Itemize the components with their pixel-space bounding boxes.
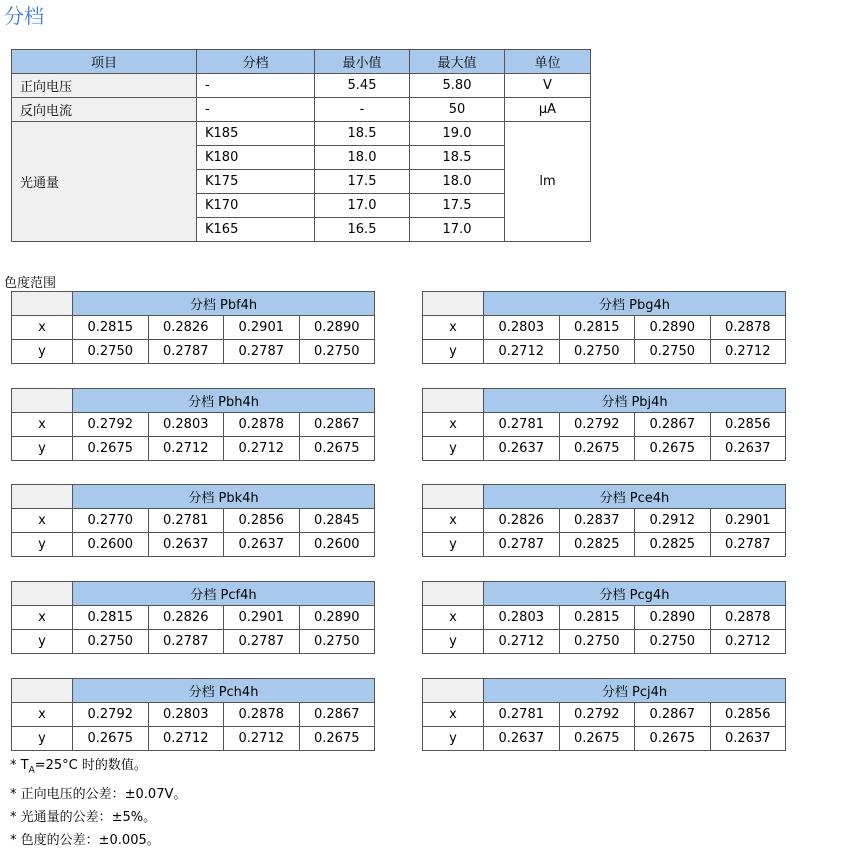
chroma-value-x: 0.2826 — [148, 316, 224, 340]
row-min: 17.5 — [315, 170, 410, 194]
chroma-corner — [423, 389, 484, 413]
chroma-table — [422, 388, 786, 461]
row-max: 18.0 — [410, 170, 505, 194]
row-max: 19.0 — [410, 122, 505, 146]
bin-table — [11, 49, 591, 242]
page-title: 分档 — [4, 4, 44, 28]
table-row — [423, 437, 786, 461]
chroma-value-x: 0.2815 — [73, 606, 149, 630]
chroma-value-x: 0.2803 — [148, 703, 224, 727]
chroma-value-y: 0.2712 — [224, 727, 300, 751]
chroma-corner — [423, 679, 484, 703]
table-row — [12, 606, 375, 630]
table-row — [423, 316, 786, 340]
chroma-value-x: 0.2856 — [710, 413, 786, 437]
chroma-value-x: 0.2890 — [635, 606, 711, 630]
table-row — [12, 122, 591, 146]
axis-label-y: y — [423, 340, 484, 364]
axis-label-y: y — [423, 630, 484, 654]
chroma-corner — [12, 485, 73, 509]
row-min: 18.0 — [315, 146, 410, 170]
chroma-value-y: 0.2750 — [635, 340, 711, 364]
chroma-value-y: 0.2825 — [559, 533, 635, 557]
chroma-value-x: 0.2890 — [299, 606, 375, 630]
chroma-value-y: 0.2712 — [224, 437, 300, 461]
table-row — [423, 703, 786, 727]
chroma-value-x: 0.2912 — [635, 509, 711, 533]
header-min: 最小值 — [315, 50, 410, 74]
chroma-value-y: 0.2787 — [484, 533, 560, 557]
row-bin: K185 — [197, 122, 315, 146]
chroma-value-y: 0.2675 — [73, 727, 149, 751]
note-chroma-tolerance: * 色度的公差：±0.005。 — [10, 832, 160, 848]
table-row — [12, 340, 375, 364]
header-item: 项目 — [12, 50, 197, 74]
table-row — [12, 533, 375, 557]
chroma-value-x: 0.2826 — [148, 606, 224, 630]
chroma-table — [422, 291, 786, 364]
chroma-value-y: 0.2787 — [148, 630, 224, 654]
row-item: 光通量 — [12, 122, 197, 242]
row-min: - — [315, 98, 410, 122]
chroma-header-row — [12, 485, 375, 509]
chroma-value-x: 0.2792 — [73, 703, 149, 727]
chroma-section-title: 色度范围 — [4, 276, 57, 291]
axis-label-x: x — [423, 509, 484, 533]
axis-label-x: x — [12, 509, 73, 533]
chroma-value-x: 0.2792 — [559, 703, 635, 727]
chroma-bin-title: 分档 Pbg4h — [484, 292, 786, 316]
axis-label-x: x — [12, 606, 73, 630]
table-row — [423, 533, 786, 557]
chroma-value-x: 0.2815 — [559, 606, 635, 630]
chroma-value-y: 0.2712 — [484, 340, 560, 364]
chroma-header-row — [12, 389, 375, 413]
table-row — [423, 606, 786, 630]
chroma-value-y: 0.2637 — [710, 727, 786, 751]
chroma-value-y: 0.2675 — [559, 437, 635, 461]
axis-label-y: y — [423, 437, 484, 461]
chroma-value-x: 0.2890 — [299, 316, 375, 340]
row-bin: - — [197, 74, 315, 98]
axis-label-y: y — [12, 533, 73, 557]
chroma-value-y: 0.2750 — [73, 630, 149, 654]
chroma-header-row — [12, 582, 375, 606]
chroma-value-y: 0.2712 — [148, 437, 224, 461]
chroma-table — [422, 678, 786, 751]
table-row — [423, 413, 786, 437]
header-max: 最大值 — [410, 50, 505, 74]
chroma-value-x: 0.2826 — [484, 509, 560, 533]
chroma-value-x: 0.2815 — [559, 316, 635, 340]
row-bin: - — [197, 98, 315, 122]
chroma-value-y: 0.2750 — [299, 630, 375, 654]
chroma-header-row — [423, 292, 786, 316]
row-max: 50 — [410, 98, 505, 122]
chroma-value-x: 0.2878 — [224, 413, 300, 437]
chroma-value-y: 0.2750 — [299, 340, 375, 364]
chroma-bin-title: 分档 Pcg4h — [484, 582, 786, 606]
row-unit: μA — [505, 98, 591, 122]
chroma-table — [11, 291, 375, 364]
row-item: 正向电压 — [12, 74, 197, 98]
chroma-value-y: 0.2637 — [710, 437, 786, 461]
chroma-value-x: 0.2901 — [710, 509, 786, 533]
chroma-corner — [12, 679, 73, 703]
chroma-bin-title: 分档 Pbj4h — [484, 389, 786, 413]
chroma-value-x: 0.2901 — [224, 316, 300, 340]
chroma-value-y: 0.2787 — [710, 533, 786, 557]
table-row — [12, 703, 375, 727]
chroma-bin-title: 分档 Pbh4h — [73, 389, 375, 413]
note-flux-tolerance: * 光通量的公差：±5%。 — [10, 809, 157, 825]
chroma-value-y: 0.2675 — [635, 437, 711, 461]
chroma-value-y: 0.2675 — [73, 437, 149, 461]
table-row — [423, 630, 786, 654]
chroma-value-x: 0.2837 — [559, 509, 635, 533]
table-row — [12, 727, 375, 751]
chroma-value-y: 0.2712 — [148, 727, 224, 751]
axis-label-x: x — [12, 316, 73, 340]
chroma-header-row — [423, 485, 786, 509]
header-bin: 分档 — [197, 50, 315, 74]
chroma-value-y: 0.2787 — [148, 340, 224, 364]
chroma-corner — [12, 292, 73, 316]
row-bin: K180 — [197, 146, 315, 170]
chroma-header-row — [12, 292, 375, 316]
axis-label-x: x — [12, 413, 73, 437]
chroma-value-x: 0.2792 — [559, 413, 635, 437]
chroma-value-y: 0.2675 — [299, 437, 375, 461]
chroma-value-y: 0.2712 — [710, 340, 786, 364]
chroma-value-x: 0.2901 — [224, 606, 300, 630]
row-min: 18.5 — [315, 122, 410, 146]
chroma-value-x: 0.2867 — [299, 703, 375, 727]
chroma-value-y: 0.2600 — [299, 533, 375, 557]
axis-label-y: y — [423, 533, 484, 557]
chroma-value-x: 0.2845 — [299, 509, 375, 533]
axis-label-y: y — [12, 437, 73, 461]
chroma-value-y: 0.2637 — [148, 533, 224, 557]
chroma-value-x: 0.2815 — [73, 316, 149, 340]
row-min: 5.45 — [315, 74, 410, 98]
chroma-header-row — [12, 679, 375, 703]
chroma-value-y: 0.2750 — [73, 340, 149, 364]
chroma-value-x: 0.2792 — [73, 413, 149, 437]
chroma-value-x: 0.2878 — [710, 316, 786, 340]
chroma-table — [11, 388, 375, 461]
chroma-value-y: 0.2637 — [224, 533, 300, 557]
chroma-value-x: 0.2781 — [484, 413, 560, 437]
table-row — [423, 340, 786, 364]
header-unit: 单位 — [505, 50, 591, 74]
chroma-corner — [423, 582, 484, 606]
chroma-bin-title: 分档 Pbf4h — [73, 292, 375, 316]
chroma-value-y: 0.2750 — [559, 340, 635, 364]
chroma-value-x: 0.2867 — [635, 413, 711, 437]
table-row — [12, 74, 591, 98]
row-bin: K170 — [197, 194, 315, 218]
chroma-corner — [423, 485, 484, 509]
table-row — [12, 316, 375, 340]
row-min: 16.5 — [315, 218, 410, 242]
axis-label-y: y — [12, 727, 73, 751]
table-row — [12, 509, 375, 533]
row-max: 5.80 — [410, 74, 505, 98]
chroma-value-y: 0.2750 — [559, 630, 635, 654]
chroma-bin-title: 分档 Pcf4h — [73, 582, 375, 606]
chroma-value-x: 0.2878 — [710, 606, 786, 630]
chroma-value-y: 0.2675 — [635, 727, 711, 751]
table-row — [12, 413, 375, 437]
chroma-bin-title: 分档 Pcj4h — [484, 679, 786, 703]
chroma-table — [422, 581, 786, 654]
chroma-corner — [12, 389, 73, 413]
chroma-bin-title: 分档 Pce4h — [484, 485, 786, 509]
chroma-value-x: 0.2890 — [635, 316, 711, 340]
row-bin: K165 — [197, 218, 315, 242]
chroma-value-x: 0.2867 — [635, 703, 711, 727]
table-row — [423, 727, 786, 751]
chroma-header-row — [423, 582, 786, 606]
axis-label-x: x — [423, 413, 484, 437]
row-item: 反向电流 — [12, 98, 197, 122]
axis-label-y: y — [423, 727, 484, 751]
chroma-value-x: 0.2803 — [484, 316, 560, 340]
chroma-value-x: 0.2803 — [148, 413, 224, 437]
row-max: 17.0 — [410, 218, 505, 242]
chroma-table — [11, 484, 375, 557]
axis-label-y: y — [12, 340, 73, 364]
row-unit: lm — [505, 122, 591, 242]
axis-label-x: x — [423, 316, 484, 340]
chroma-value-y: 0.2787 — [224, 630, 300, 654]
chroma-value-x: 0.2867 — [299, 413, 375, 437]
chroma-bin-title: 分档 Pch4h — [73, 679, 375, 703]
chroma-value-x: 0.2803 — [484, 606, 560, 630]
table-row — [12, 630, 375, 654]
chroma-value-y: 0.2637 — [484, 437, 560, 461]
chroma-value-y: 0.2675 — [299, 727, 375, 751]
chroma-value-y: 0.2787 — [224, 340, 300, 364]
chroma-table — [422, 484, 786, 557]
chroma-value-x: 0.2856 — [710, 703, 786, 727]
row-unit: V — [505, 74, 591, 98]
notes — [10, 754, 186, 852]
row-max: 18.5 — [410, 146, 505, 170]
chroma-value-y: 0.2600 — [73, 533, 149, 557]
chroma-value-y: 0.2825 — [635, 533, 711, 557]
chroma-value-y: 0.2712 — [710, 630, 786, 654]
chroma-value-x: 0.2770 — [73, 509, 149, 533]
chroma-header-row — [423, 679, 786, 703]
chroma-value-y: 0.2637 — [484, 727, 560, 751]
table-row — [12, 98, 591, 122]
row-max: 17.5 — [410, 194, 505, 218]
chroma-value-x: 0.2781 — [148, 509, 224, 533]
table-row — [423, 509, 786, 533]
axis-label-x: x — [423, 703, 484, 727]
chroma-value-x: 0.2878 — [224, 703, 300, 727]
table-row — [12, 437, 375, 461]
row-min: 17.0 — [315, 194, 410, 218]
axis-label-x: x — [12, 703, 73, 727]
note-temperature: * $T_A=25^\circ C$ 时的数值。 — [10, 758, 147, 776]
chroma-table — [11, 678, 375, 751]
axis-label-y: y — [12, 630, 73, 654]
chroma-corner — [12, 582, 73, 606]
chroma-corner — [423, 292, 484, 316]
note-voltage-tolerance: * 正向电压的公差：±0.07V。 — [10, 786, 187, 802]
chroma-bin-title: 分档 Pbk4h — [73, 485, 375, 509]
chroma-value-y: 0.2750 — [635, 630, 711, 654]
chroma-table — [11, 581, 375, 654]
bin-table-header-row — [12, 50, 591, 74]
chroma-value-y: 0.2675 — [559, 727, 635, 751]
chroma-value-x: 0.2781 — [484, 703, 560, 727]
row-bin: K175 — [197, 170, 315, 194]
axis-label-x: x — [423, 606, 484, 630]
chroma-header-row — [423, 389, 786, 413]
chroma-value-x: 0.2856 — [224, 509, 300, 533]
chroma-value-y: 0.2712 — [484, 630, 560, 654]
